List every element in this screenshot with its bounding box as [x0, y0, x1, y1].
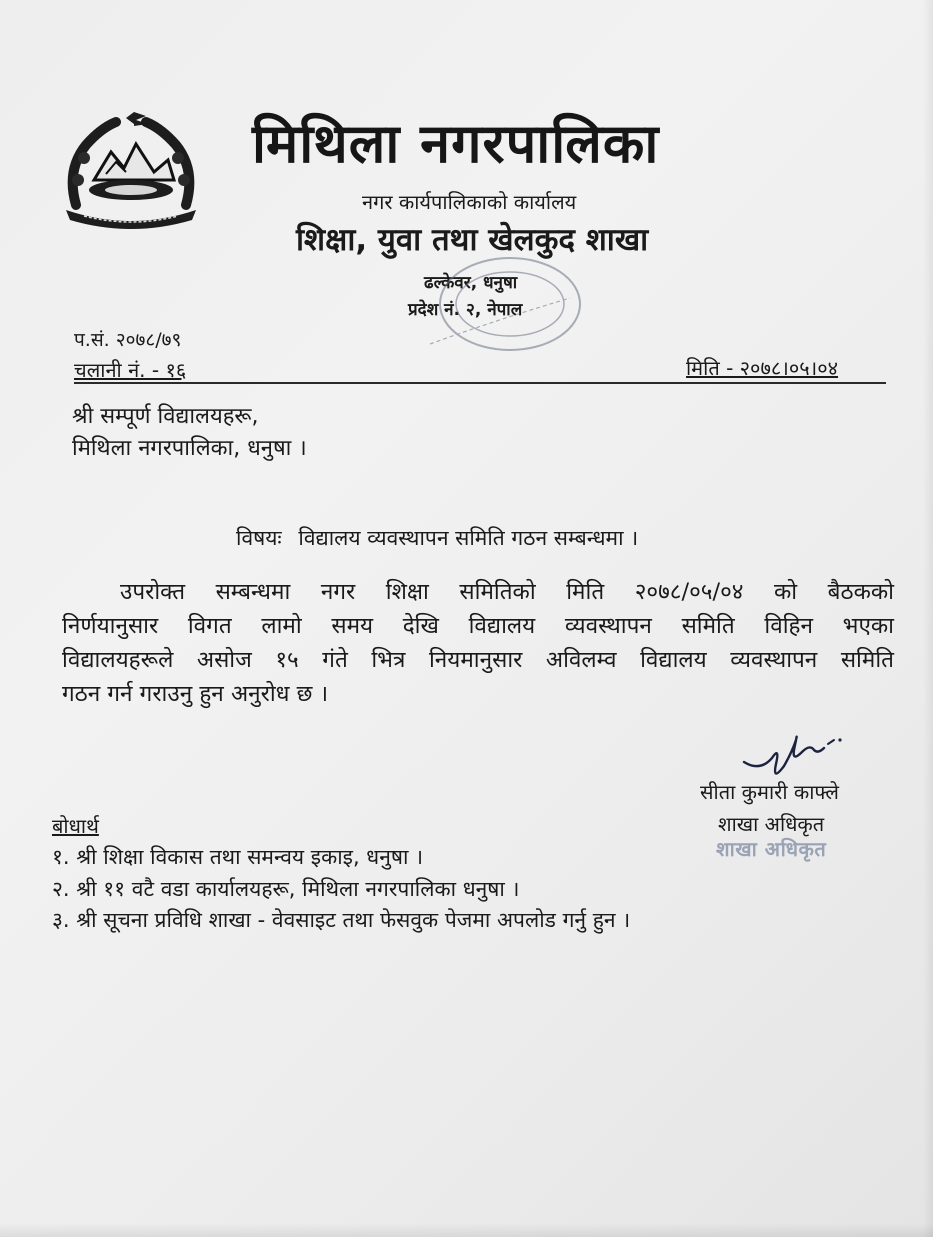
page-edge-shadow	[923, 0, 933, 1237]
office-seal-stamp-icon	[400, 252, 590, 362]
signatory-name: सीता कुमारी काफ्ले	[700, 780, 839, 804]
reference-number: प.सं. २०७८/७९	[74, 329, 182, 351]
nepal-emblem-icon	[56, 110, 206, 235]
municipality-title: मिथिला नगरपालिका	[252, 112, 660, 175]
signature-icon	[730, 722, 850, 784]
signatory-title: शाखा अधिकृत	[718, 812, 825, 836]
dispatch-number: चलानी नं. - १६	[74, 358, 187, 382]
cc-item: १. श्री शिक्षा विकास तथा समन्वय इकाइ, धनुषा ।	[52, 845, 424, 869]
subject-text: विद्यालय व्यवस्थापन समिति गठन सम्बन्धमा ।	[298, 526, 639, 550]
cc-item: २. श्री ११ वटै वडा कार्यालयहरू, मिथिला नगरपालिका धनुषा ।	[52, 877, 520, 901]
header-divider	[74, 382, 886, 384]
body-line-1: उपरोक्त सम्बन्धमा नगर शिक्षा समितिको मिति २०७८/०५/०४ को बैठकको	[120, 579, 894, 605]
province-address: प्रदेश नं. २, नेपाल	[408, 300, 523, 320]
letter-date: मिति - २०७८।०५।०४	[686, 356, 839, 380]
addressee-line-1: श्री सम्पूर्ण विद्यालयहरू,	[72, 404, 259, 429]
designation-stamp: शाखा अधिकृत	[716, 837, 827, 861]
district-address: ढल्केवर, धनुषा	[424, 273, 518, 293]
cc-label: बोधार्थ	[52, 814, 99, 838]
subject-label: विषयः	[236, 526, 282, 550]
body-line-3: विद्यालयहरूले असोज १५ गंते भित्र नियमानुसार अविलम्व विद्यालय व्यवस्थापन समिति	[62, 647, 894, 673]
body-line-2: निर्णयानुसार विगत लामो समय देखि विद्यालय व्यवस्थापन समिति विहिन भएका	[62, 613, 894, 639]
addressee-line-2: मिथिला नगरपालिका, धनुषा ।	[72, 436, 307, 461]
page-bottom-shadow	[0, 1223, 933, 1237]
cc-item: ३. श्री सूचना प्रविधि शाखा - वेवसाइट तथा फेसवुक पेजमा अपलोड गर्नु हुन ।	[52, 908, 631, 932]
body-line-4: गठन गर्न गराउनु हुन अनुरोध छ ।	[62, 681, 329, 707]
branch-name: शिक्षा, युवा तथा खेलकुद शाखा	[296, 222, 649, 258]
office-name: नगर कार्यपालिकाको कार्यालय	[362, 190, 577, 214]
subject-line	[236, 524, 638, 552]
